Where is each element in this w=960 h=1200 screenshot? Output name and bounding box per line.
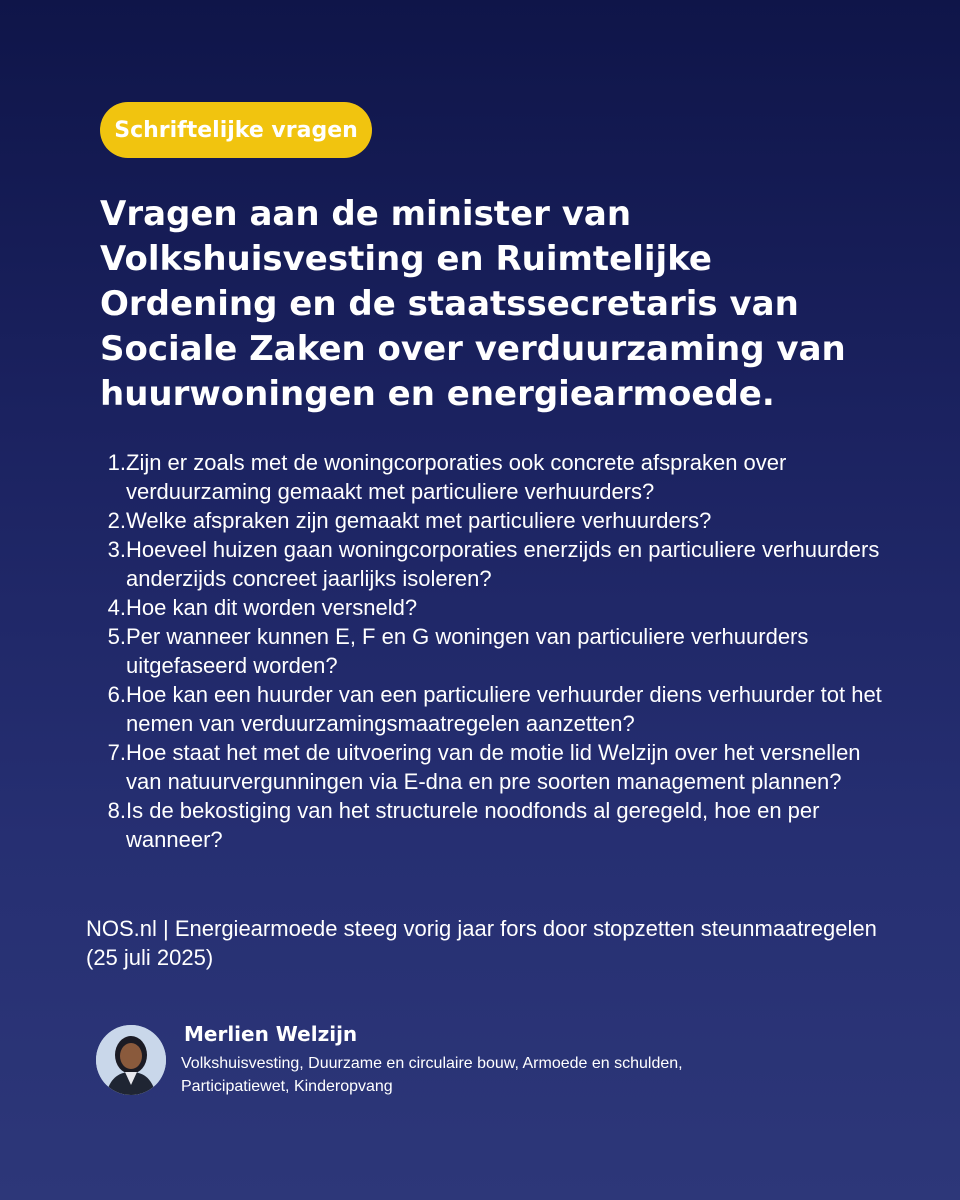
list-item xyxy=(100,535,890,593)
list-item xyxy=(100,622,890,680)
list-item xyxy=(100,448,890,506)
category-badge: Schriftelijke vragen xyxy=(100,102,372,158)
question-number: 8. xyxy=(107,798,126,823)
question-number: 7. xyxy=(107,740,126,765)
question-number: 1. xyxy=(107,450,126,475)
question-list xyxy=(100,448,890,854)
author-name: Merlien Welzijn xyxy=(184,1022,358,1046)
question-text: Is de bekostiging van het structurele noodfonds al geregeld, hoe en per wanneer? xyxy=(126,798,820,852)
list-item xyxy=(100,680,890,738)
question-text: Hoe staat het met de uitvoering van de motie lid Welzijn over het versnellen van natuurvergunningen via E-dna en pre soorten management plannen? xyxy=(126,740,861,794)
question-text: Per wanneer kunnen E, F en G woningen van particuliere verhuurders uitgefaseerd worden? xyxy=(126,624,809,678)
question-text: Zijn er zoals met de woningcorporaties ook concrete afspraken over verduurzaming gemaakt met particuliere verhuurders? xyxy=(126,450,787,504)
list-item xyxy=(100,506,890,535)
question-number: 2. xyxy=(107,508,126,533)
person-icon xyxy=(96,1025,166,1095)
question-number: 5. xyxy=(107,624,126,649)
source-reference: NOS.nl | Energiearmoede steeg vorig jaar fors door stopzetten steunmaatregelen (25 juli 2025) xyxy=(86,916,877,970)
avatar xyxy=(96,1025,166,1095)
question-text: Welke afspraken zijn gemaakt met particuliere verhuurders? xyxy=(126,508,712,533)
question-number: 4. xyxy=(107,595,126,620)
list-item xyxy=(100,593,890,622)
list-item xyxy=(100,738,890,796)
question-text: Hoe kan een huurder van een particuliere verhuurder diens verhuurder tot het nemen van verduurzamingsmaatregelen aanzetten? xyxy=(126,682,882,736)
question-text: Hoeveel huizen gaan woningcorporaties enerzijds en particuliere verhuurders anderzijds concreet jaarlijks isoleren? xyxy=(126,537,880,591)
question-number: 6. xyxy=(107,682,126,707)
question-number: 3. xyxy=(107,537,126,562)
page-title: Vragen aan de minister van Volkshuisvesting en Ruimtelijke Ordening en de staatssecretaris van Sociale Zaken over verduurzaming van huurwoningen en energiearmoede. xyxy=(100,194,846,414)
list-item xyxy=(100,796,890,854)
author-portfolio: Volkshuisvesting, Duurzame en circulaire bouw, Armoede en schulden, Participatiewet, Kinderopvang xyxy=(181,1055,683,1095)
question-text: Hoe kan dit worden versneld? xyxy=(126,595,418,620)
